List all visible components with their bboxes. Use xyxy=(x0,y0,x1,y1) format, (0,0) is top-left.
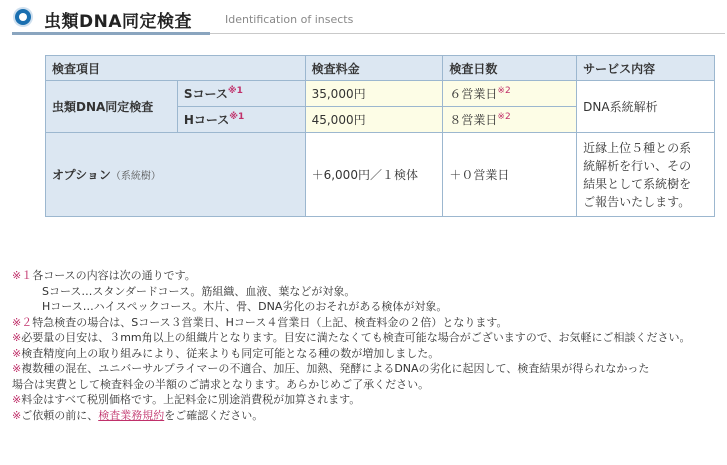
table-row xyxy=(46,133,715,217)
page-title: 虫類DNA同定検査 xyxy=(44,12,192,32)
note-line: Sコース…スタンダードコース。筋組織、血液、葉などが対象。 xyxy=(42,284,356,298)
page-subtitle: Identification of insects xyxy=(225,13,354,26)
course-s-days: ６営業日$^{※2}$ xyxy=(443,81,577,107)
note-line: ※料金はすべて税別価格です。上記料金に別途消費税が加算されます。 xyxy=(12,393,361,406)
note-line: ※１各コースの内容は次の通りです。 xyxy=(12,269,196,282)
note-line: ※必要量の目安は、３mm角以上の組織片となります。目安に満たなくても検査可能な場合がございますので、お気軽にご相談ください。 xyxy=(12,331,691,344)
option-cell: オプション（系統樹） xyxy=(46,133,306,217)
test-name-cell: 虫類DNA同定検査 xyxy=(46,81,178,133)
table-header-row xyxy=(46,56,715,81)
course-s-price: 35,000円 xyxy=(305,81,443,107)
course-h-days: ８営業日$^{※2}$ xyxy=(443,107,577,133)
course-s-cell: Sコース$^{※1}$ xyxy=(177,81,305,107)
note-line: 場合は実費として検査料金の半額のご請求となります。あらかじめご了承ください。 xyxy=(12,377,430,391)
header-service: サービス内容 xyxy=(577,56,715,81)
option-days: ＋０営業日 xyxy=(443,133,577,217)
note-line: ※ご依頼の前に、検査業務規約をご確認ください。 xyxy=(12,408,264,422)
service-cell: DNA系統解析 xyxy=(577,81,715,133)
table-row xyxy=(46,81,715,107)
header-price: 検査料金 xyxy=(305,56,443,81)
circle-bullet-icon xyxy=(15,9,31,25)
course-h-price: 45,000円 xyxy=(305,107,443,133)
option-service: 近縁上位５種との系 統解析を行い、その 結果として系統樹を ご報告いたします。 xyxy=(577,133,715,217)
option-price: ＋6,000円／１検体 xyxy=(305,133,443,217)
header-test-item: 検査項目 xyxy=(46,56,306,81)
course-h-cell: Hコース$^{※1}$ xyxy=(177,107,305,133)
note-line: ※検査精度向上の取り組みにより、従来よりも同定可能となる種の数が増加しました。 xyxy=(12,346,440,360)
header-accent-line xyxy=(12,32,210,35)
terms-link[interactable]: 検査業務規約 xyxy=(98,408,165,422)
header-days: 検査日数 xyxy=(443,56,577,81)
note-line: ※２特急検査の場合は、Sコース３営業日、Hコース４営業日（上記、検査料金の２倍）となります。 xyxy=(12,315,508,329)
note-line: Hコース…ハイスペックコース。木片、骨、DNA劣化のおそれがある検体が対象。 xyxy=(42,300,448,313)
section-header xyxy=(12,6,725,36)
pricing-table xyxy=(45,55,715,217)
notes-section xyxy=(12,268,724,423)
note-line: ※複数種の混在、ユニバーサルプライマーの不適合、加圧、加熱、発酵によるDNAの劣化に起因して、検査結果が得られなかった xyxy=(12,362,650,375)
